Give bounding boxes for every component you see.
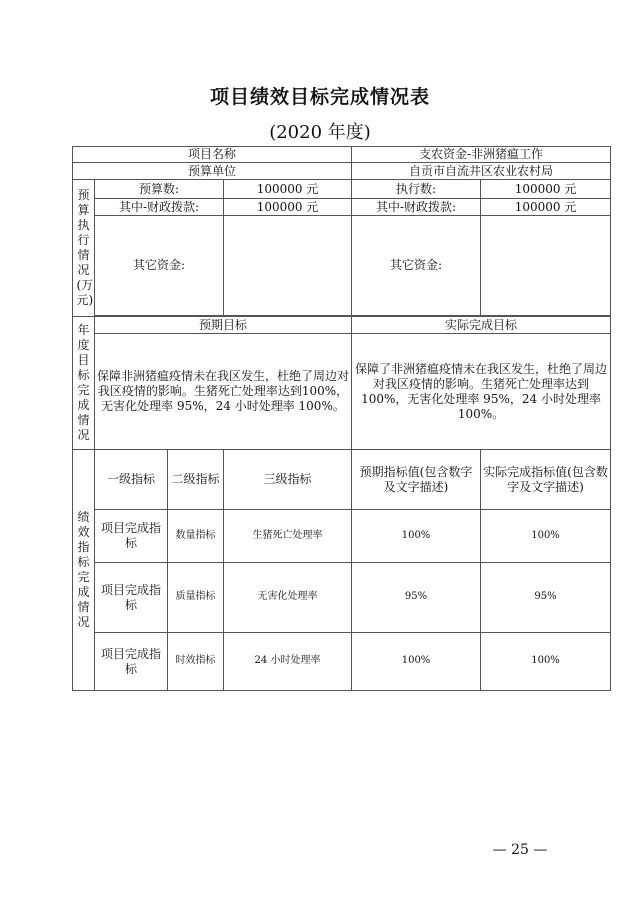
goal-text-row	[73, 334, 611, 450]
budget-unit-row	[73, 163, 611, 180]
indicator-level3: 24 小时处理率	[224, 633, 352, 691]
fiscal-exec-value: 100000 元	[481, 199, 611, 216]
table-row	[73, 510, 611, 563]
header-actual: 实际完成指标值(包含数字及文字描述)	[481, 450, 611, 510]
fiscal-row	[73, 199, 611, 216]
indicator-expected: 100%	[352, 633, 481, 691]
expected-goal-header: 预期目标	[95, 317, 352, 334]
fiscal-exec-label: 其中-财政拨款:	[352, 199, 481, 216]
budget-unit-label: 预算单位	[73, 163, 352, 180]
indicator-actual: 100%	[481, 510, 611, 563]
indicator-level2: 时效指标	[168, 633, 224, 691]
indicator-level1: 项目完成指标	[95, 510, 168, 563]
header-level2: 二级指标	[168, 450, 224, 510]
budget-amount-row	[73, 180, 611, 199]
other-funds-row	[73, 216, 611, 316]
actual-goal-header: 实际完成目标	[352, 317, 611, 334]
budget-amount-value: 100000 元	[224, 180, 352, 199]
page-title: 项目绩效目标完成情况表	[209, 86, 430, 108]
performance-table	[72, 146, 611, 691]
page-number: — 25 —	[492, 842, 548, 858]
project-name-label: 项目名称	[73, 147, 352, 163]
budget-section-label: 预算执行情况(万元)	[73, 180, 95, 317]
indicator-actual: 95%	[481, 563, 611, 633]
table-row	[73, 633, 611, 691]
header-level1: 一级指标	[95, 450, 168, 510]
expected-goal-text: 保障非洲猪瘟疫情未在我区发生，杜绝了周边对我区疫情的影响。生猪死亡处理率达到100%，无害化处理率 95%，24 小时处理率 100%。	[95, 334, 352, 450]
annual-section-label: 年度目标完成情况	[73, 317, 95, 450]
perf-section-label: 绩效指标完成情况	[73, 450, 95, 691]
fiscal-budget-label: 其中-财政拨款:	[95, 199, 224, 216]
actual-goal-text: 保障了非洲猪瘟疫情未在我区发生，杜绝了周边对我区疫情的影响。生猪死亡处理率达到100%，无害化处理率 95%，24 小时处理率 100%。	[352, 334, 611, 450]
exec-amount-label: 执行数:	[352, 180, 481, 199]
indicator-level1: 项目完成指标	[95, 633, 168, 691]
indicator-expected: 100%	[352, 510, 481, 563]
page-subtitle: (2020 年度)	[269, 122, 371, 143]
project-name-value: 支农资金-非洲猪瘟工作	[352, 147, 611, 163]
project-name-row	[73, 147, 611, 163]
goal-header-row	[73, 317, 611, 334]
header-expected: 预期指标值(包含数字及文字描述)	[352, 450, 481, 510]
budget-unit-value: 自贡市自流井区农业农村局	[352, 163, 611, 180]
header-level3: 三级指标	[224, 450, 352, 510]
budget-amount-label: 预算数:	[95, 180, 224, 199]
indicator-level3: 生猪死亡处理率	[224, 510, 352, 563]
indicator-expected: 95%	[352, 563, 481, 633]
indicator-actual: 100%	[481, 633, 611, 691]
other-funds-label: 其它资金:	[95, 216, 224, 316]
other-funds-exec-label: 其它资金:	[352, 216, 481, 316]
other-funds-exec-value	[481, 216, 611, 316]
indicator-level1: 项目完成指标	[95, 563, 168, 633]
indicator-level3: 无害化处理率	[224, 563, 352, 633]
indicator-header-row	[73, 450, 611, 510]
exec-amount-value: 100000 元	[481, 180, 611, 199]
indicator-level2: 数量指标	[168, 510, 224, 563]
indicator-level2: 质量指标	[168, 563, 224, 633]
other-funds-value	[224, 216, 352, 316]
table-row	[73, 563, 611, 633]
fiscal-budget-value: 100000 元	[224, 199, 352, 216]
